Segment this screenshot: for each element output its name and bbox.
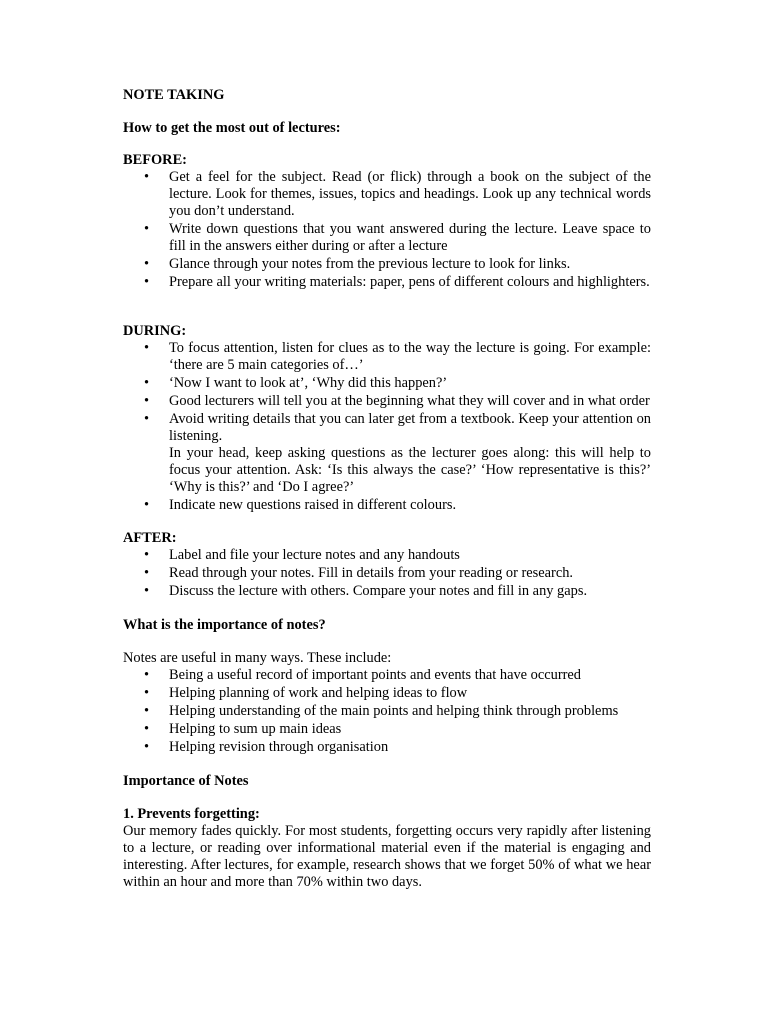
document-title: NOTE TAKING xyxy=(123,87,225,103)
list-item: • Helping revision through organisation xyxy=(144,739,389,755)
list-item: • Prepare all your writing materials: paper, pens of different colours and highlighters. xyxy=(144,274,650,290)
list-item: • Being a useful record of important points and events that have occurred xyxy=(144,667,581,683)
bullet-icon: • xyxy=(144,393,150,409)
bullet-icon: • xyxy=(144,274,150,290)
list-item: • Avoid writing details that you can later get from a textbook. Keep your attention on listening. In your head, keep asking questions as the lecturer goes along: this will help to focus your attention. Ask: ‘Is this always the case?’ ‘How representative is this?’ ‘Why is this?’ and ‘Do I agree?’ xyxy=(144,411,651,495)
list-item: • Glance through your notes from the previous lecture to look for links. xyxy=(144,256,571,272)
bullet-icon: • xyxy=(144,340,150,356)
list-item: • Write down questions that you want answered during the lecture. Leave space to fill in the answers either during or after a lecture xyxy=(144,221,651,254)
bullet-icon: • xyxy=(144,685,150,701)
bullet-icon: • xyxy=(144,739,150,755)
list-item: • Discuss the lecture with others. Compare your notes and fill in any gaps. xyxy=(144,583,588,599)
document-body xyxy=(123,87,651,891)
list-item: • Good lecturers will tell you at the beginning what they will cover and in what order xyxy=(144,393,650,409)
during-list xyxy=(123,340,651,514)
point-1-heading: 1. Prevents forgetting: xyxy=(123,806,260,822)
list-item: • Helping understanding of the main points and helping think through problems xyxy=(144,703,619,719)
during-heading: DURING: xyxy=(123,323,187,339)
list-item: • Helping planning of work and helping ideas to flow xyxy=(144,685,468,701)
after-list xyxy=(123,547,651,600)
list-item: • To focus attention, listen for clues as to the way the lecture is going. For example: ‘there are 5 main categories of…’ xyxy=(144,340,651,373)
bullet-icon: • xyxy=(144,565,150,581)
importance-question: What is the importance of notes? xyxy=(123,617,326,633)
bullet-icon: • xyxy=(144,721,150,737)
continuation-paragraph: In your head, keep asking questions as the lecturer goes along: this will help to focus your attention. Ask: ‘Is this always the case?’ ‘How representative is this?’ ‘Why is this?’ and ‘Do I agree?’ xyxy=(169,445,651,495)
list-item: • Get a feel for the subject. Read (or flick) through a book on the subject of the lecture. Look for themes, issues, topics and headings. Look up any technical words you don’t understand. xyxy=(144,169,651,219)
list-item: • Label and file your lecture notes and any handouts xyxy=(144,547,460,563)
bullet-icon: • xyxy=(144,256,150,272)
importance-intro: Notes are useful in many ways. These include: xyxy=(123,650,392,666)
after-heading: AFTER: xyxy=(123,530,177,546)
bullet-icon: • xyxy=(144,703,150,719)
bullet-icon: • xyxy=(144,497,150,513)
bullet-icon: • xyxy=(144,667,150,683)
bullet-icon: • xyxy=(144,547,150,563)
bullet-icon: • xyxy=(144,221,150,237)
importance-heading: Importance of Notes xyxy=(123,773,249,789)
importance-list xyxy=(123,667,651,756)
bullet-icon: • xyxy=(144,375,150,391)
before-heading: BEFORE: xyxy=(123,152,187,168)
bullet-icon: • xyxy=(144,583,150,599)
section-subtitle: How to get the most out of lectures: xyxy=(123,120,341,136)
list-item: • ‘Now I want to look at’, ‘Why did this happen?’ xyxy=(144,375,448,391)
bullet-icon: • xyxy=(144,169,150,185)
list-item: • Helping to sum up main ideas xyxy=(144,721,342,737)
bullet-icon: • xyxy=(144,411,150,427)
before-list xyxy=(123,169,651,291)
point-1-text: Our memory fades quickly. For most students, forgetting occurs very rapidly after listening to a lecture, or reading over informational material even if the material is engaging and interesting. After lectures, for example, research shows that we forget 50% of what we hear within an hour and more than 70% within two days. xyxy=(123,823,651,890)
list-item: • Indicate new questions raised in different colours. xyxy=(144,497,457,513)
list-item: • Read through your notes. Fill in details from your reading or research. xyxy=(144,565,574,581)
